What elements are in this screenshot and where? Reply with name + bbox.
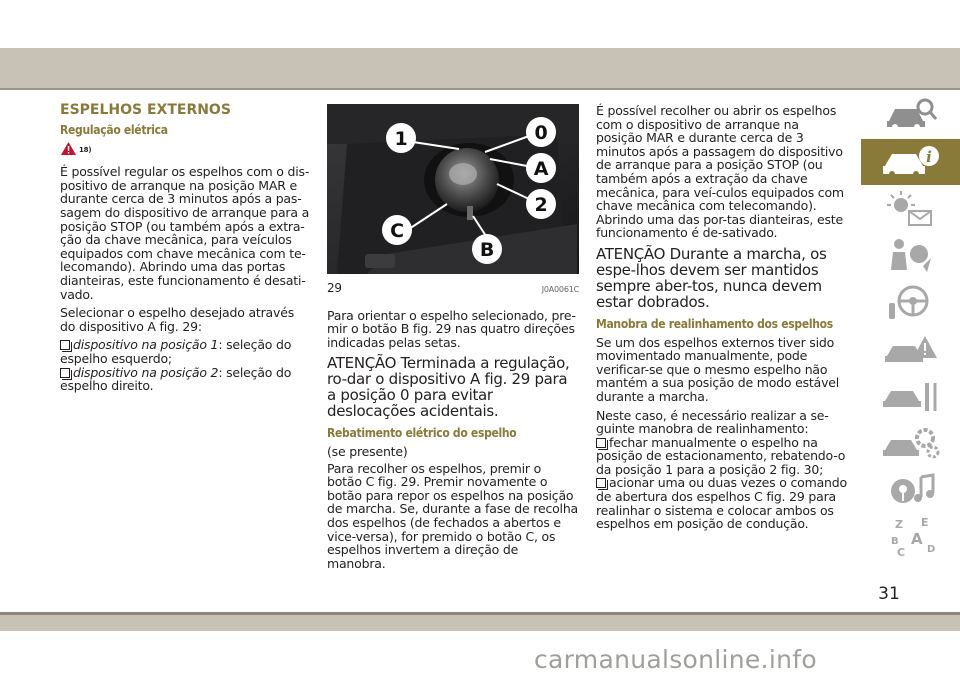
svg-text:E: E	[920, 516, 929, 529]
header-band	[0, 48, 960, 88]
svg-text:B: B	[890, 536, 899, 547]
warning-triangle-icon	[60, 141, 77, 156]
multimedia-icon[interactable]	[861, 468, 960, 514]
warning-reference	[60, 141, 310, 159]
figure-code: J0A0061C	[541, 285, 579, 294]
paragraph: É possível recolher ou abrir os espelhos com o dispositivo de arranque na posição MAR e durante cerca de 3 minutos após a passagem do dispositivo de arranque para a posição STOP (ou também após a extração da chave mecânica, para veí-culos equipados com chave mecânica com telecomando). Abrindo uma das por-tas dianteiras, este funcionamento é de-sativado.	[596, 103, 844, 241]
svg-text:2: 2	[534, 194, 548, 216]
index-icon[interactable]	[861, 515, 960, 561]
mirror-control-figure	[327, 104, 579, 274]
svg-text:1: 1	[394, 128, 408, 150]
airbag-safety-icon[interactable]	[861, 233, 960, 279]
svg-text:D: D	[926, 544, 935, 555]
figure-caption	[327, 282, 579, 297]
paragraph: Para recolher os espelhos, premir o botão C fig. 29. Premir novamente o botão para repor os espelhos na posição de marcha. Se, durante a fase de recolha dos espelhos (de fechados a abertos e vice-versa), for premido o botão C, os espelhos invertem a direção de manobra.	[327, 460, 579, 571]
paragraph: É possível regular os espelhos com o dis-positivo de arranque na posição MAR e durante cerca de 3 minutos após a pas-sagem do dispositivo de arranque para a posição STOP (ou também após a extra-ção da chave mecânica, para veículos equipados com chave mecânica com te-lecomando). Abrindo uma das portas dianteiras, este funcionamento é desati-vado.	[60, 164, 310, 302]
bullet-item: fechar manualmente o espelho na posição de estacionamento, rebatendo-o da posição 1 para a posição 2 fig. 30;	[596, 434, 846, 477]
svg-text:C: C	[896, 546, 905, 559]
callout-2	[526, 189, 556, 219]
bullet-item: acionar uma ou duas vezes o comando de abertura dos espelhos C fig. 29 para realinhar o sistema e colocar ambos os espelhos em posição de condução.	[596, 475, 847, 532]
bullet-box-icon	[596, 438, 606, 448]
callout-0	[526, 117, 556, 147]
callout-1	[386, 123, 416, 153]
attention-note: ATENÇÃO Terminada a regulação, ro-dar o dispositivo A fig. 29 para a posição 0 para evitar deslocações acidentais.	[327, 354, 570, 421]
svg-text:B: B	[479, 239, 495, 261]
callout-B	[472, 234, 502, 264]
subsection-electric-folding: Rebatimento elétrico do espelho	[327, 426, 517, 441]
column-3	[596, 104, 848, 531]
bullet-item: dispositivo na posição 1: seleção do espelho esquerdo;	[60, 337, 292, 366]
steering-key-icon[interactable]	[861, 280, 960, 326]
svg-text:Z: Z	[894, 518, 903, 531]
svg-text:A: A	[910, 530, 923, 548]
header-rule	[0, 88, 960, 90]
column-2	[327, 100, 579, 575]
paragraph: Selecionar o espelho desejado através do dispositivo A fig. 29:	[60, 305, 295, 334]
subsection-electric-adjustment: Regulação elétrica	[60, 122, 168, 137]
attention-note: ATENÇÃO Durante a marcha, os espe-lhos devem ser mantidos sempre aber-tos, nunca devem estar dobrados.	[596, 244, 827, 311]
car-warning-icon[interactable]	[861, 327, 960, 373]
callout-C	[382, 215, 412, 245]
bullet-box-icon	[60, 340, 70, 350]
svg-text:i: i	[925, 148, 932, 166]
warning-ref-number: 18)	[79, 146, 92, 155]
footer-band	[0, 615, 960, 631]
car-tools-icon[interactable]	[861, 374, 960, 420]
figure-number: 29	[327, 281, 342, 295]
section-heading: ESPELHOS EXTERNOS	[60, 102, 231, 118]
callout-A	[526, 153, 556, 183]
paragraph: Se um dos espelhos externos tiver sido movimentado manualmente, pode verificar-se que o mesmo espelho não mantém a sua posição de modo estável durante a marcha.	[596, 334, 840, 404]
car-info-icon[interactable]	[861, 139, 960, 185]
chapter-sidebar	[861, 92, 960, 562]
mirror-control-illustration	[327, 104, 579, 274]
bullet-box-icon	[60, 368, 70, 378]
subsection-realignment: Manobra de realinhamento dos espelhos	[596, 316, 833, 331]
bullet-item: dispositivo na posição 2: seleção do espelho direito.	[60, 364, 292, 394]
svg-text:0: 0	[534, 122, 548, 144]
paragraph: (se presente)	[327, 443, 408, 459]
paragraph: Para orientar o espelho selecionado, pre-mir o botão B fig. 29 nas quatro direções indicadas pelas setas.	[327, 307, 576, 350]
svg-text:A: A	[533, 158, 549, 180]
car-specs-icon[interactable]	[861, 421, 960, 467]
page-number: 31	[878, 584, 900, 604]
car-search-icon[interactable]	[861, 92, 960, 138]
paragraph: Neste caso, é necessário realizar a se-guinte manobra de realinhamento:	[596, 407, 829, 437]
svg-text:C: C	[390, 220, 404, 242]
dashboard-lights-icon[interactable]	[861, 186, 960, 232]
column-1	[60, 100, 310, 393]
bullet-box-icon	[596, 478, 606, 488]
watermark: carmanualsonline.info	[534, 645, 817, 674]
